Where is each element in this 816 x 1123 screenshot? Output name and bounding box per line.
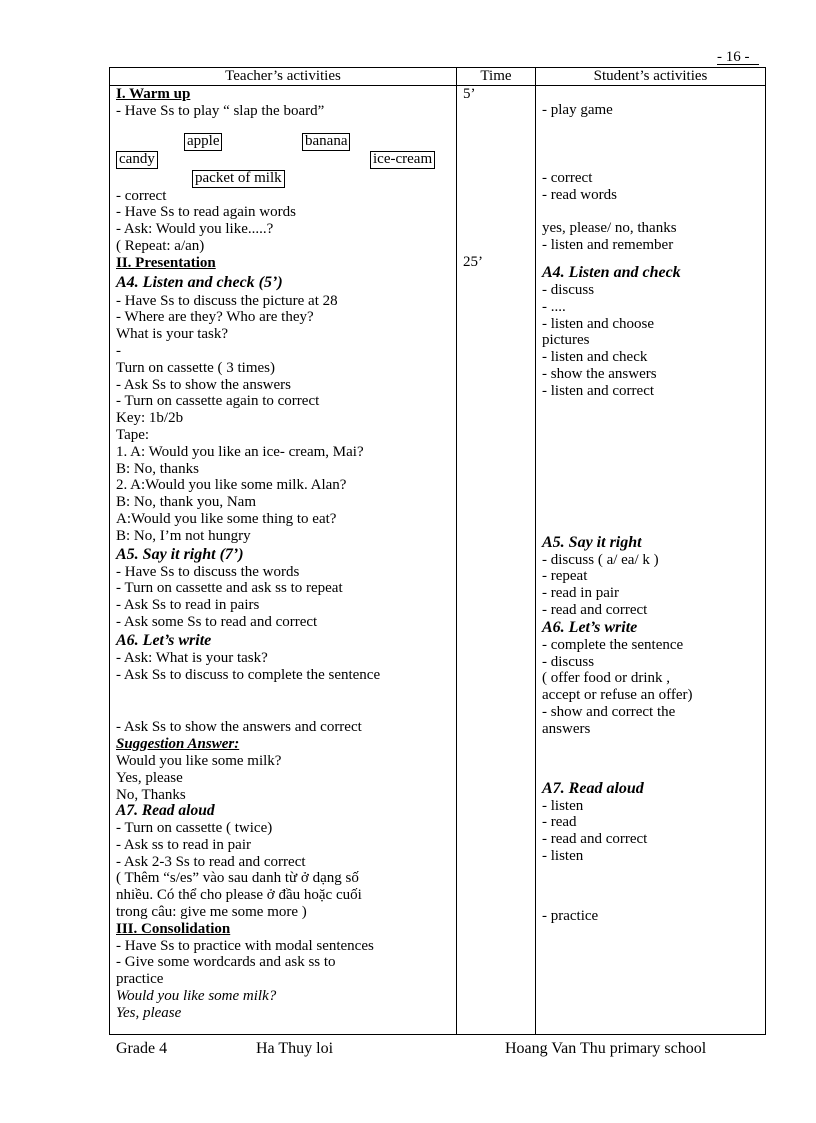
time-header: Time — [457, 68, 536, 86]
teacher-column — [110, 86, 457, 1035]
text-line: - show and correct the — [542, 703, 676, 720]
teacher-a6-title: A6. Let’s write — [116, 631, 212, 649]
text-line: ( offer food or drink , — [542, 670, 671, 687]
text-line: A:Would you like some thing to eat? — [116, 510, 337, 527]
consolidation-lines — [116, 938, 456, 988]
text-line: - Where are they? Who are they? — [116, 309, 314, 326]
text-line: - read and correct — [542, 601, 648, 618]
footer-teacher-name: Ha Thuy loi — [256, 1040, 334, 1057]
text-line: 1. A: Would you like an ice- cream, Mai? — [116, 443, 364, 460]
text-line: - Ask Ss to discuss to complete the sentence — [116, 666, 381, 683]
page-number-rule — [717, 64, 759, 65]
student-a5-lines — [542, 552, 765, 619]
teacher-a4-title: A4. Listen and check (5’) — [116, 273, 283, 291]
text-line: - listen — [542, 847, 584, 864]
footer-grade: Grade 4 — [116, 1040, 168, 1057]
footer-school: Hoang Van Thu primary school — [505, 1040, 707, 1057]
text-line: pictures — [542, 332, 590, 349]
text-line: - Ask Ss to show the answers and correct — [116, 719, 362, 736]
teacher-warmup-lines — [116, 103, 456, 120]
student-consolidation-lines — [542, 908, 765, 925]
text-line: - read — [542, 814, 577, 831]
word-card: apple — [184, 133, 222, 151]
text-line: - read in pair — [542, 585, 620, 602]
warmup-title: I. Warm up — [116, 86, 191, 102]
text-line: - read and correct — [542, 831, 648, 848]
text-line: - Have Ss to discuss the picture at 28 — [116, 292, 338, 309]
text-line: - Ask Ss to read in pairs — [116, 597, 260, 614]
text-line: - Ask ss to read in pair — [116, 836, 251, 853]
student-a4-lines — [542, 282, 765, 400]
text-line: Yes, please — [116, 769, 183, 786]
teacher-a4-lines — [116, 293, 456, 545]
time-column — [457, 86, 536, 1035]
text-line: nhiều. Có thể cho please ở đầu hoặc cuối — [116, 887, 362, 904]
text-line: - practice — [542, 907, 599, 924]
text-line: - repeat — [542, 568, 588, 585]
text-line: - .... — [542, 298, 566, 315]
text-line: Key: 1b/2b — [116, 410, 184, 427]
text-line: - Ask 2-3 Ss to read and correct — [116, 853, 306, 870]
text-line: - listen — [542, 797, 584, 814]
student-warmup-2 — [542, 170, 765, 204]
text-line: Yes, please — [116, 1004, 182, 1021]
text-line: - Have Ss to play “ slap the board” — [116, 102, 325, 119]
teacher-a5-title: A5. Say it right (7’) — [116, 545, 244, 563]
teacher-a5-lines — [116, 564, 456, 631]
text-line: Would you like some milk? — [116, 752, 282, 769]
student-a6-title: A6. Let’s write — [542, 618, 638, 636]
text-line: Turn on cassette ( 3 times) — [116, 359, 276, 376]
text-line: Tape: — [116, 426, 150, 443]
consolidation-italic-lines — [116, 988, 456, 1022]
text-line: - Ask: Would you like.....? — [116, 221, 274, 238]
student-warmup-3 — [542, 220, 765, 254]
text-line: - Turn on cassette again to correct — [116, 393, 320, 410]
text-line: accept or refuse an offer) — [542, 687, 693, 704]
text-line: - listen and remember — [542, 237, 674, 254]
text-line: answers — [542, 720, 591, 737]
suggestion-lines — [116, 753, 456, 803]
text-line: - Have Ss to discuss the words — [116, 563, 300, 580]
student-column — [536, 86, 766, 1035]
time-presentation: 25’ — [463, 253, 483, 270]
lesson-plan-table — [109, 67, 766, 1035]
text-line: - Ask some Ss to read and correct — [116, 613, 318, 630]
word-card: packet of milk — [192, 170, 285, 188]
presentation-title: II. Presentation — [116, 254, 216, 271]
time-warmup: 5’ — [463, 86, 476, 102]
text-line: - listen and check — [542, 349, 648, 366]
text-line: B: No, I’m not hungry — [116, 527, 251, 544]
text-line: 2. A:Would you like some milk. Alan? — [116, 477, 347, 494]
text-line: - listen and correct — [542, 382, 655, 399]
student-a5-title: A5. Say it right — [542, 533, 642, 551]
student-a4-title: A4. Listen and check — [542, 263, 681, 281]
text-line: B: No, thank you, Nam — [116, 494, 256, 511]
text-line: trong câu: give me some more ) — [116, 904, 307, 921]
text-line: - discuss — [542, 653, 595, 670]
text-line: - Turn on cassette ( twice) — [116, 820, 273, 837]
teacher-a6-lines — [116, 650, 456, 684]
text-line: practice — [116, 971, 164, 988]
text-line: - correct — [542, 169, 593, 186]
page-number: - 16 - — [717, 49, 750, 65]
teacher-after-words — [116, 188, 456, 255]
text-line: - Ask Ss to show the answers — [116, 376, 291, 393]
text-line: - discuss ( a/ ea/ k ) — [542, 551, 659, 568]
text-line: - read words — [542, 186, 617, 203]
text-line: - correct — [116, 187, 167, 204]
student-warmup-1 — [542, 102, 765, 119]
table-header-row — [110, 68, 766, 86]
student-a7-lines — [542, 798, 765, 865]
text-line: ( Repeat: a/an) — [116, 237, 205, 254]
text-line: - Ask: What is your task? — [116, 649, 268, 666]
teacher-header: Teacher’s activities — [110, 68, 457, 86]
text-line: B: No, thanks — [116, 460, 199, 477]
text-line: - Give some wordcards and ask ss to — [116, 954, 336, 971]
text-line: No, Thanks — [116, 786, 186, 803]
table-body-row — [110, 86, 766, 1035]
text-line: - Have Ss to practice with modal sentences — [116, 937, 374, 954]
text-line: - — [116, 342, 121, 359]
text-line: - discuss — [542, 281, 595, 298]
text-line: yes, please/ no, thanks — [542, 220, 677, 237]
word-card: banana — [302, 133, 350, 151]
word-card: candy — [116, 151, 158, 169]
word-card: ice-cream — [370, 151, 435, 169]
text-line: - play game — [542, 102, 613, 118]
word-cards — [116, 120, 456, 186]
student-a6-lines — [542, 637, 765, 738]
text-line: - show the answers — [542, 365, 657, 382]
text-line: - listen and choose — [542, 315, 655, 332]
text-line: ( Thêm “s/es” vào sau danh từ ở dạng số — [116, 870, 359, 887]
text-line: - Turn on cassette and ask ss to repeat — [116, 580, 343, 597]
teacher-a7-title: A7. Read aloud — [116, 802, 215, 820]
text-line: - Have Ss to read again words — [116, 204, 296, 221]
student-header: Student’s activities — [536, 68, 766, 86]
teacher-a7-lines — [116, 820, 456, 921]
consolidation-title: III. Consolidation — [116, 920, 231, 937]
suggestion-title: Suggestion Answer: — [116, 736, 240, 753]
teacher-a6-lines-2 — [116, 719, 456, 736]
student-a7-title: A7. Read aloud — [542, 779, 644, 797]
text-line: Would you like some milk? — [116, 988, 277, 1005]
text-line: - complete the sentence — [542, 636, 684, 653]
text-line: What is your task? — [116, 326, 229, 343]
